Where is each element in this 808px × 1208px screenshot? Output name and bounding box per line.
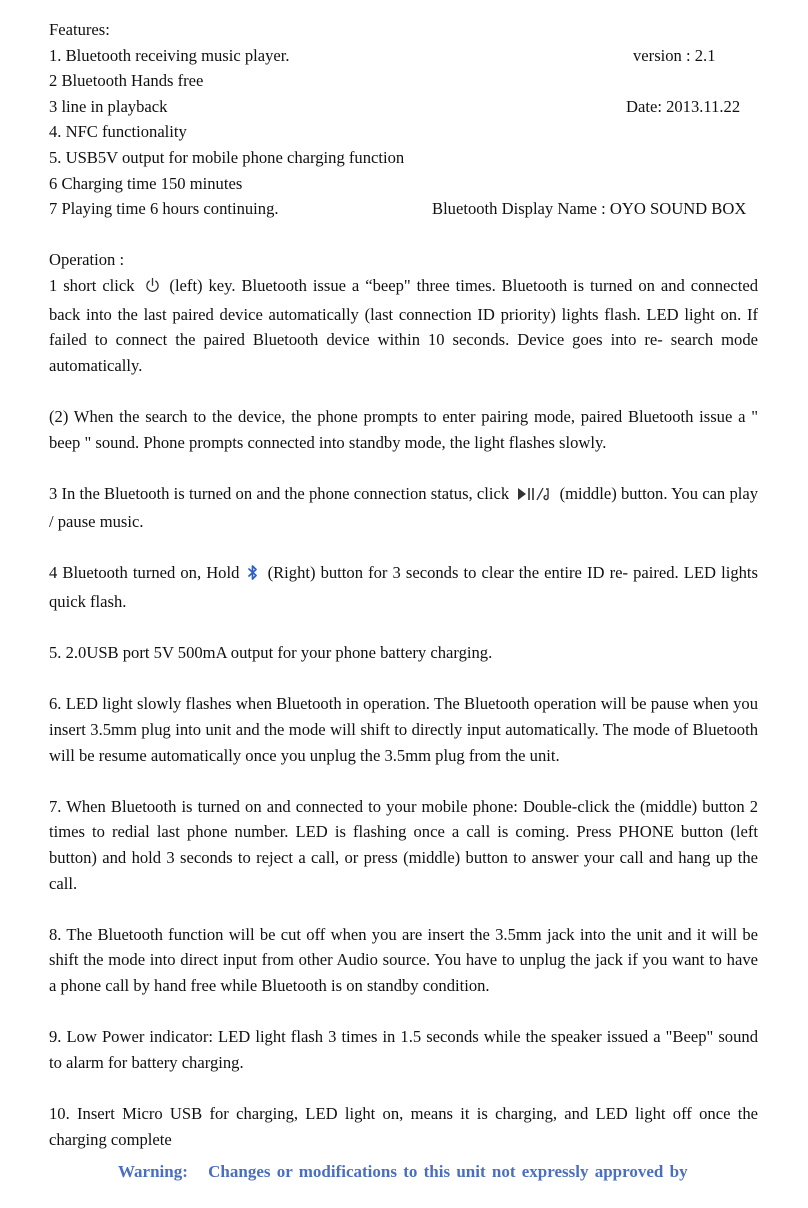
power-icon: [144, 276, 161, 302]
feature-text-3: 3 line in playback: [49, 96, 168, 116]
operation-paragraph-4: [49, 560, 758, 614]
p3-text-before: 3 In the Bluetooth is turned on and the phone connection status, click: [49, 483, 510, 503]
operation-paragraph-3: [49, 481, 758, 535]
p4-text-after: (Right) button for 3 seconds to clear the entire ID re- paired. LED lights quick flash.: [49, 563, 759, 612]
feature-item-6: 6 Charging time 150 minutes: [49, 173, 243, 193]
operation-heading: Operation :: [49, 250, 125, 270]
feature-item-3: [49, 94, 758, 120]
document-page: [49, 17, 758, 1152]
operation-paragraph-9: 9. Low Power indicator: LED light flash 3 times in 1.5 seconds while the speaker issued a "Beep" sound to alarm for battery charging.: [49, 1027, 758, 1072]
operation-paragraph-1: [49, 273, 758, 378]
warning-line: [118, 1162, 688, 1182]
version-label: version : 2.1: [633, 45, 716, 65]
operation-paragraph-7: 7. When Bluetooth is turned on and connected to your mobile phone: Double-click the (middle) button 2 times to redial last phone number. LED is flashing once a call is coming. Press PHONE button (left button) and hold 3 seconds to reject a call, or press (middle) button to answer your call and hang up the call.: [49, 796, 758, 893]
features-heading: Features:: [49, 20, 110, 39]
feature-text-7: 7 Playing time 6 hours continuing.: [49, 199, 279, 219]
bluetooth-display-name: Bluetooth Display Name : OYO SOUND BOX: [432, 199, 747, 219]
feature-item-4: 4. NFC functionality: [49, 122, 187, 142]
bluetooth-icon: [247, 563, 259, 589]
feature-item-2: 2 Bluetooth Hands free: [49, 71, 204, 91]
feature-item-5: 5. USB5V output for mobile phone charging function: [49, 147, 405, 167]
operation-paragraph-6: 6. LED light slowly flashes when Bluetooth in operation. The Bluetooth operation will be pause when you insert 3.5mm plug into unit and the mode will shift to directly input automatically. The mode of Bluetooth will be resume automatically once you unplug the 3.5mm plug from the unit.: [49, 694, 758, 765]
feature-item-7: [49, 196, 758, 222]
play-pause-icon: [516, 484, 552, 510]
p3-text-after: (middle) button. You can play / pause music.: [49, 483, 759, 532]
feature-text-1: 1. Bluetooth receiving music player.: [49, 45, 290, 65]
p1-text-after: (left) key. Bluetooth issue a “beep" three times. Bluetooth is turned on and connected back into the last paired device automatically (last connection ID priority) lights flash. LED light on. If failed to connect the paired Bluetooth device within 10 seconds. Device goes into re- search mode automatically.: [49, 275, 758, 375]
operation-paragraph-5: 5. 2.0USB port 5V 500mA output for your phone battery charging.: [49, 643, 493, 663]
p4-text-before: 4 Bluetooth turned on, Hold: [49, 563, 240, 583]
operation-paragraph-2: (2) When the search to the device, the phone prompts to enter pairing mode, paired Bluetooth issue a " beep " sound. Phone prompts connected into standby mode, the light flashes slowly.: [49, 406, 758, 452]
date-label: Date: 2013.11.22: [626, 96, 741, 116]
warning-text: Changes or modifications to this unit not expressly approved by: [208, 1162, 688, 1181]
operation-paragraph-10: 10. Insert Micro USB for charging, LED light on, means it is charging, and LED light off once the charging complete: [49, 1103, 758, 1149]
warning-label: Warning:: [118, 1162, 188, 1181]
p1-text-before: 1 short click: [49, 275, 135, 295]
operation-paragraph-8: 8. The Bluetooth function will be cut off when you are insert the 3.5mm jack into the unit and it will be shift the mode into direct input from other Audio source. You have to unplug the jack if you want to have a phone call by hand free while Bluetooth is on standby condition.: [49, 924, 758, 995]
feature-item-1: [49, 43, 758, 69]
